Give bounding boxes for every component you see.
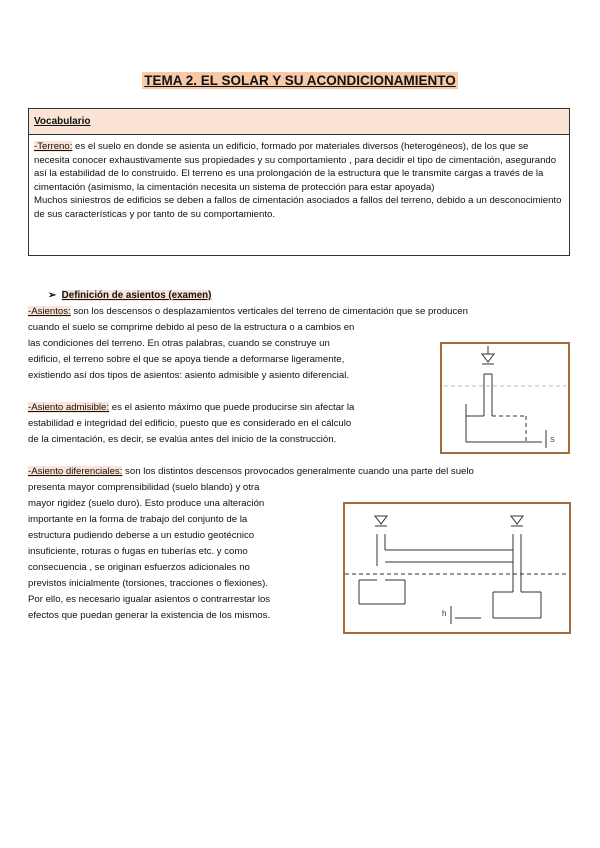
bullet-icon: ➢ [48,290,57,301]
section-heading [48,290,211,301]
vocab-paragraph-2: Muchos siniestros de edificios se deben a fallos de cimentación asociados a fallos del terreno, debido a un desconocimiento de sus características y por tanto de su comportamiento. [34,195,562,220]
foundation-diagram-single [442,344,568,452]
section-heading-text: Definición de asientos (examen) [61,290,212,301]
asientos-paragraph: -Asientos: son los descensos o desplazamientos verticales del terreno de cimentación que se producen cuando el suelo se comprime debido al peso de la estructura o a cambios en las condiciones del terreno. En otras palabras, cuando se construye un edificio, el terreno sobre el que se apoya tiende a deformarse ligeramente, existiendo así dos tipos de asientos: asiento admisible y asiento diferencial. [28,306,468,381]
admisible-paragraph: -Asiento admisible: es el asiento máximo que puede producirse sin afectar la estabilidad e integridad del edificio, puesto que es considerado en el cálculo de la cimentación, es decir, se evalúa antes del inicio de la construcción. [28,402,355,445]
term-asiento-diferencial: -Asiento diferenciales: [28,466,123,477]
asiento-diferencial-figure [343,502,571,634]
diferencial-paragraph: -Asiento diferenciales: son los distintos descensos provocados generalmente cuando una parte del suelo presenta mayor comprensibilidad (suelo blando) y otra mayor rigidez (suelo duro). Esto produce una alteración importante en la forma de trabajo del conjunto de la estructura pudiendo deberse a un estudio geotécnico insuficiente, roturas o fugas en tuberías etc. y como consecuencia , se originan esfuerzos adicionales no previstos inicialmente (torsiones, tracciones o flexiones). Por ello, es necesario igualar asientos o contrarrestar los efectos que puedan generar la existencia de los mismos. [28,466,474,621]
foundation-diagram-differential [345,504,569,632]
term-asientos: -Asientos: [28,306,71,317]
figure2-label: h [442,609,447,618]
terreno-definition: es el suelo en donde se asienta un edificio, formado por materiales diversos (heterogéneos), de los que se necesita conocer exhaustivamente sus propiedades y su comportamiento , para decidir el tipo de cimentación, asegurando así la estabilidad de lo construido. El terreno es una prolongación de la estructura que le transmite cargas a través de la cimentación (asimismo, la cimentación necesita un sistema de protección para estar apoyada) [34,141,557,193]
page-title: TEMA 2. EL SOLAR Y SU ACONDICIONAMIENTO [144,73,456,88]
vocabulary-heading: Vocabulario [29,109,569,135]
vocabulary-box [28,108,570,256]
asiento-figure [440,342,570,454]
term-terreno: -Terreno: [34,141,73,152]
vocabulary-body [29,135,569,222]
figure1-label: S [550,437,555,444]
term-asiento-admisible: -Asiento admisible: [28,402,110,413]
